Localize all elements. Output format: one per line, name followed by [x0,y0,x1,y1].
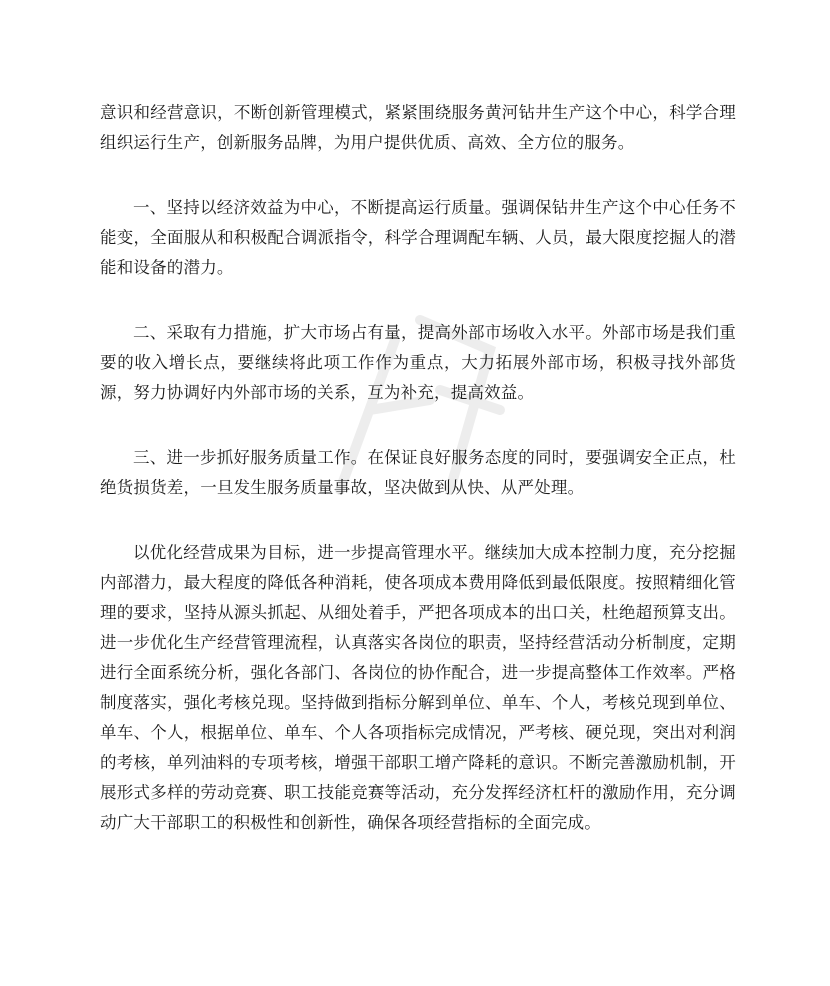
paragraph-2: 一、坚持以经济效益为中心，不断提高运行质量。强调保钻井生产这个中心任务不能变，全面服从和积极配合调派指令，科学合理调配车辆、人员，最大限度挖掘人的潜能和设备的潜力。 [100,198,736,277]
paragraph-4: 三、进一步抓好服务质量工作。在保证良好服务态度的同时，要强调安全正点，杜绝货损货差，一旦发生服务质量事故，坚决做到从快、从严处理。 [100,448,736,497]
paragraph-1: 意识和经营意识，不断创新管理模式，紧紧围绕服务黄河钻井生产这个中心，科学合理组织运行生产，创新服务品牌，为用户提供优质、高效、全方位的服务。 [100,103,736,152]
paragraph-3: 二、采取有力措施，扩大市场占有量，提高外部市场收入水平。外部市场是我们重要的收入增长点，要继续将此项工作作为重点，大力拓展外部市场，积极寻找外部货源，努力协调好内外部市场的关系，互为补充，提高效益。 [100,323,736,402]
paragraph-5: 以优化经营成果为目标，进一步提高管理水平。继续加大成本控制力度，充分挖掘内部潜力，最大程度的降低各种消耗，使各项成本费用降低到最低限度。按照精细化管理的要求，坚持从源头抓起、从细处着手，严把各项成本的出口关，杜绝超预算支出。进一步优化生产经营管理流程，认真落实各岗位的职责，坚持经营活动分析制度，定期进行全面系统分析，强化各部门、各岗位的协作配合，进一步提高整体工作效率。严格制度落实，强化考核兑现。坚持做到指标分解到单位、单车、个人，考核兑现到单位、单车、个人，根据单位、单车、个人各项指标完成情况，严考核、硬兑现，突出对利润的考核，单列油料的专项考核，增强干部职工增产降耗的意识。不断完善激励机制，开展形式多样的劳动竞赛、职工技能竞赛等活动，充分发挥经济杠杆的激励作用，充分调动广大干部职工的积极性和创新性，确保各项经营指标的全面完成。 [100,543,736,832]
document-body [100,98,736,873]
